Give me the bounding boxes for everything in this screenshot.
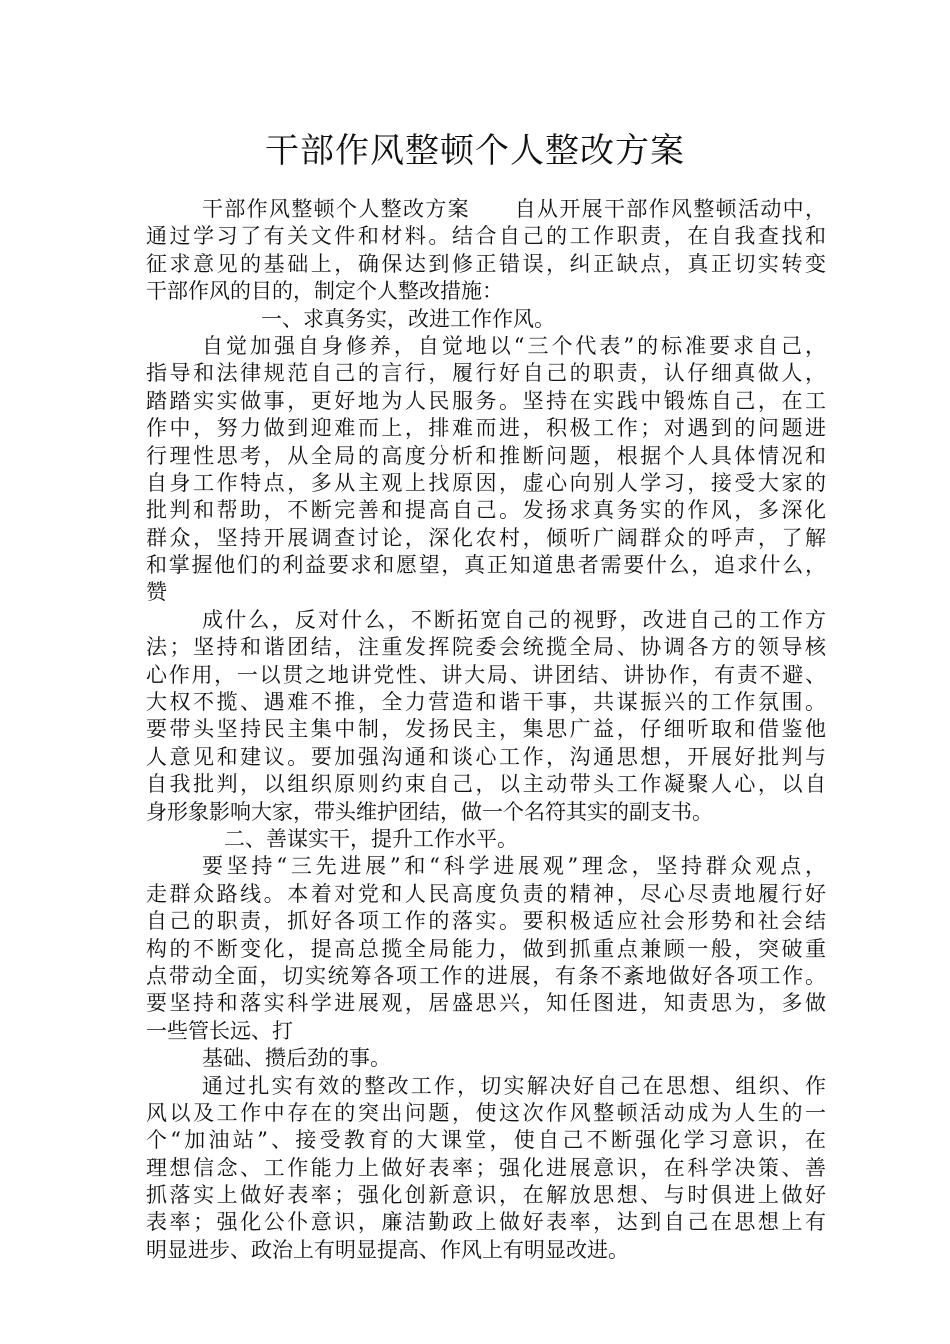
body-line: 征求意见的基础上，确保达到修正错误，纠正缺点，真正切实转变	[146, 251, 826, 276]
body-line: 走群众路线。本着对党和人民高度负责的精神，尽心尽责地履行好	[146, 881, 826, 906]
body-line: 干部作风整顿个人整改方案 自从开展干部作风整顿活动中，	[202, 197, 826, 221]
document-body	[146, 196, 826, 1264]
body-line: 点带动全面，切实统筹各项工作的进展，有条不紊地做好各项工作。	[146, 963, 826, 988]
body-line: 理想信念、工作能力上做好表率；强化进展意识，在科学决策、善	[146, 1155, 826, 1180]
body-line: 表率；强化公仆意识，廉洁勤政上做好表率，达到自己在思想上有	[146, 1210, 826, 1235]
body-line: 群众，坚持开展调查讨论，深化农村，倾听广阔群众的呼声，了解	[146, 525, 826, 550]
document-title: 干部作风整顿个人整改方案	[265, 131, 685, 171]
body-line: 法；坚持和谐团结，注重发挥院委会统揽全局、协调各方的领导核	[146, 635, 826, 660]
section-heading: 一、求真务实，改进工作作风。	[261, 306, 555, 331]
body-line: 和掌握他们的利益要求和愿望，真正知道患者需要什么，追求什么，	[146, 553, 826, 578]
body-line: 指导和法律规范自己的言行，履行好自己的职责，认仔细真做人，	[146, 361, 826, 386]
body-line: 自己的职责，抓好各项工作的落实。要积极适应社会形势和社会结	[146, 909, 826, 934]
body-line: 赞	[146, 580, 167, 605]
body-line: 抓落实上做好表率；强化创新意识，在解放思想、与时俱进上做好	[146, 1183, 826, 1208]
body-line: 个“加油站”、接受教育的大课堂，使自己不断强化学习意识，在	[146, 1128, 826, 1153]
body-line: 通过扎实有效的整改工作，切实解决好自己在思想、组织、作	[202, 1073, 826, 1098]
body-line: 大权不揽、遇难不推，全力营造和谐干事，共谋振兴的工作氛围。	[146, 690, 826, 715]
body-line: 要坚持“三先进展”和“科学进展观”理念，坚持群众观点，	[202, 854, 826, 879]
body-line: 自觉加强自身修养，自觉地以“三个代表”的标准要求自己，	[202, 333, 826, 358]
body-line: 自身工作特点，多从主观上找原因，虚心向别人学习，接受大家的	[146, 470, 826, 495]
body-line: 自我批判，以组织原则约束自己，以主动带头工作凝聚人心，以自	[146, 772, 826, 797]
body-line: 风以及工作中存在的突出问题，使这次作风整顿活动成为人生的一	[146, 1100, 826, 1125]
body-line: 行理性思考，从全局的高度分析和推断问题，根据个人具体情况和	[146, 443, 826, 468]
body-line: 基础、攒后劲的事。	[202, 1046, 391, 1071]
body-line: 作中，努力做到迎难而上，排难而进，积极工作；对遇到的问题进	[146, 416, 826, 441]
body-line: 批判和帮助，不断完善和提高自己。发扬求真务实的作风，多深化	[146, 498, 826, 523]
body-line: 干部作风的目的，制定个人整改措施：	[146, 279, 503, 304]
body-line: 一些管长远、打	[146, 1018, 293, 1043]
body-line: 要带头坚持民主集中制，发扬民主，集思广益，仔细听取和借鉴他	[146, 717, 826, 742]
body-line: 成什么，反对什么，不断拓宽自己的视野，改进自己的工作方	[202, 607, 826, 632]
body-line: 身形象影响大家，带头维护团结，做一个名符其实的副支书。	[146, 799, 713, 824]
body-line: 明显进步、政治上有明显提高、作风上有明显改进。	[146, 1237, 629, 1262]
body-line: 踏踏实实做事，更好地为人民服务。坚持在实践中锻炼自己，在工	[146, 388, 826, 413]
section-heading: 二、善谋实干，提升工作水平。	[224, 826, 518, 851]
body-line: 要坚持和落实科学进展观，居盛思兴，知任图进，知责思为，多做	[146, 991, 826, 1016]
body-line: 心作用，一以贯之地讲党性、讲大局、讲团结、讲协作，有责不避、	[146, 662, 826, 687]
body-line: 构的不断变化，提高总揽全局能力，做到抓重点兼顾一般，突破重	[146, 936, 826, 961]
body-line: 通过学习了有关文件和材料。结合自己的工作职责，在自我查找和	[146, 224, 826, 249]
body-line: 人意见和建议。要加强沟通和谈心工作，沟通思想，开展好批判与	[146, 744, 826, 769]
